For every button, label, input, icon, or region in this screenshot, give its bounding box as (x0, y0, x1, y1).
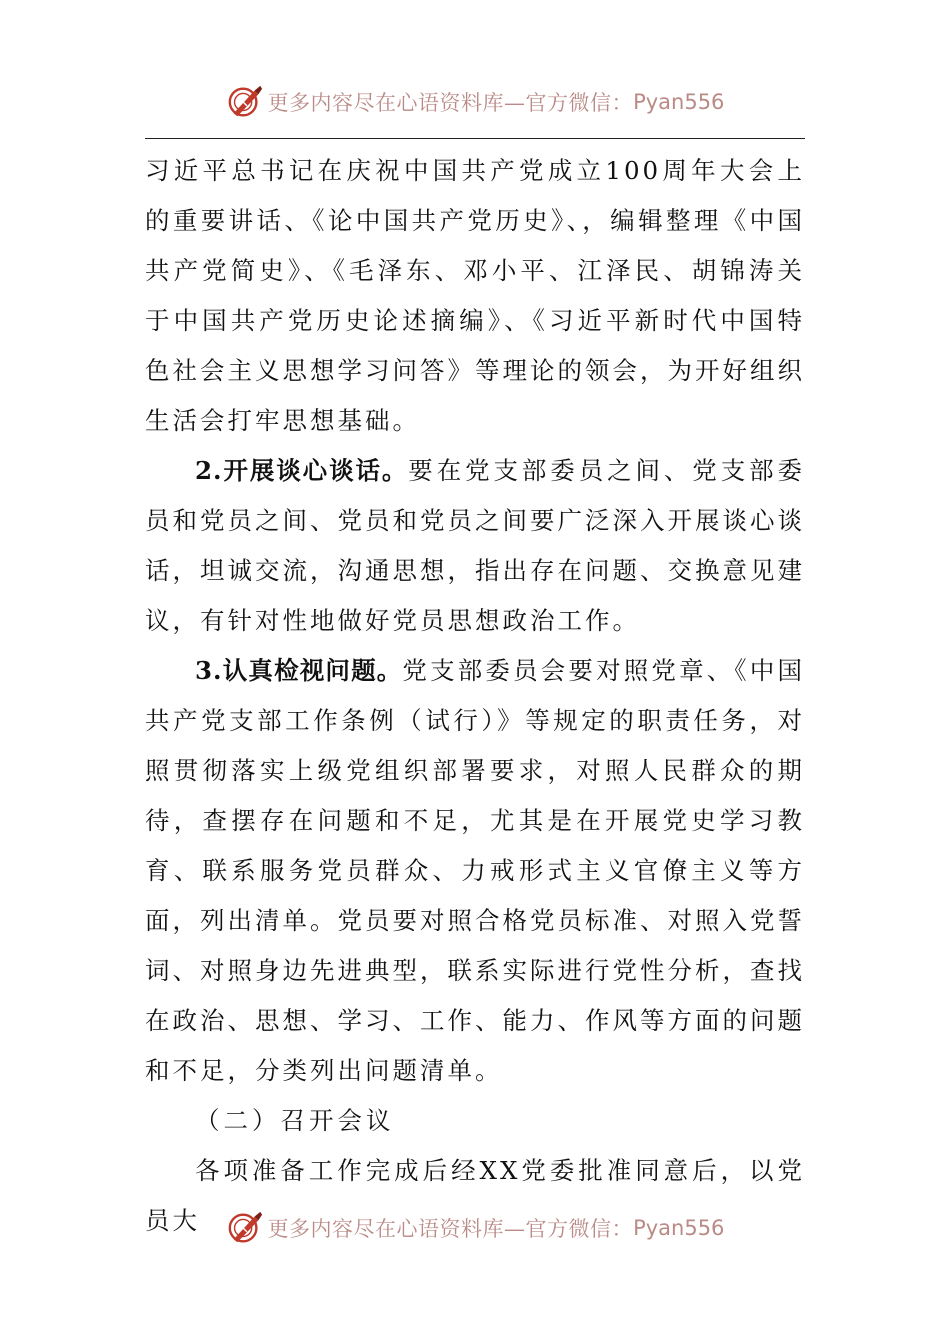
banner-text: 更多内容尽在心语资料库—官方微信： (267, 91, 634, 115)
paragraph-last: 各项准备工作完成后经XX党委批准同意后，以党员大 (145, 1156, 805, 1235)
item-3-paragraph (145, 646, 805, 1096)
header-divider (145, 138, 805, 139)
wechat-handle: Pyan556 (633, 1216, 725, 1240)
item-3-text: 党支部委员会要对照党章、《中国共产党支部工作条例（试行）》等规定的职责任务，对照贯彻落实上级党组织部署要求，对照人民群众的期待，查摆存在问题和不足，尤其是在开展党史学习教育、联系服务党员群众、力戒形式主义官僚主义等方面，列出清单。党员要对照合格党员标准、对照入党誓词、对照身边先进典型，联系实际进行党性分析，查找在政治、思想、学习、工作、能力、作风等方面的问题和不足，分类列出问题清单。 (145, 656, 806, 1085)
pen-logo-icon (226, 83, 264, 121)
item-2-paragraph (145, 446, 805, 646)
item-2-title: 2.开展谈心谈话。 (195, 456, 409, 485)
header-banner (0, 80, 950, 124)
pen-logo-icon (226, 1209, 264, 1247)
footer-banner (0, 1206, 950, 1250)
paragraph-continued: 习近平总书记在庆祝中国共产党成立100周年大会上的重要讲话、《论中国共产党历史》、，编辑整理《中国共产党简史》、《毛泽东、邓小平、江泽民、胡锦涛关于中国共产党历史论述摘编》、《习近平新时代中国特色社会主义思想学习问答》等理论的领会，为开好组织生活会打牢思想基础。 (145, 156, 805, 435)
section-heading: （二）召开会议 (195, 1106, 395, 1135)
wechat-handle: Pyan556 (633, 90, 725, 114)
item-2-text: 要在党支部委员之间、党支部委员和党员之间、党员和党员之间要广泛深入开展谈心谈话，坦诚交流，沟通思想，指出存在问题、交换意见建议，有针对性地做好党员思想政治工作。 (145, 456, 806, 635)
item-3-title: 3.认真检视问题。 (195, 656, 403, 685)
document-body (145, 146, 805, 1246)
banner-text: 更多内容尽在心语资料库—官方微信： (267, 1217, 634, 1241)
